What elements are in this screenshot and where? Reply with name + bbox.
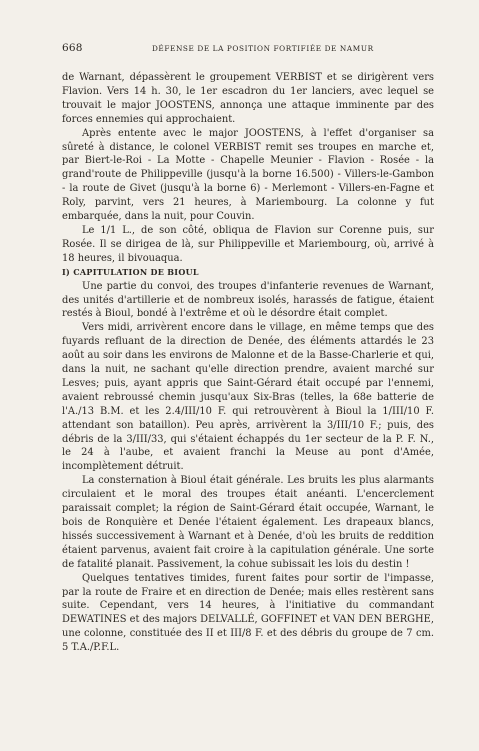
page-number: 668 [62,42,83,54]
paragraph: La consternation à Bioul était générale. Les bruits les plus alarmants circulaient et le moral des troupes était anéanti. L'encerclement paraissait complet; la région de Saint-Gérard était occupée, Warnant, le bois de Ronquière et Denée l'étaient également. Les drapeaux blancs, hissés successivement à Warnant et à Denée, d'où les bruits de reddition étaient parvenus, avaient fait croire à la capitulation générale. Une sorte de fatalité planait. Passivement, la cohue subissait les lois du destin ! [62,475,434,570]
paragraph: Vers midi, arrivèrent encore dans le village, en même temps que des fuyards refluant de la direction de Denée, des éléments attardés le 23 août au soir dans les environs de Malonne et de la Basse-Charlerie et qui, dans la nuit, ne sachant qu'elle direction prendre, avaient marché sur Lesves; puis, ayant appris que Saint-Gérard était occupé par l'ennemi, avaient rebroussé chemin jusqu'aux Six-Bras (telles, la 68e batterie de l'A./13 B.M. et les 2.4/III/10 F. qui retrouvèrent à Bioul la 1/III/10 F. attendant son bataillon). Peu après, arrivèrent la 3/III/10 F.; puis, des débris de la 3/III/33, qui s'étaient échappés du 1er secteur de la P. F. N., le 24 à l'aube, et avaient franchi la Meuse au pont d'Amée, incomplètement détruit. [62,322,434,473]
paragraph: Une partie du convoi, des troupes d'infanterie revenues de Warnant, des unités d'artillerie et de nombreux isolés, harassés de fatigue, étaient restés à Bioul, bondé à l'extrême et où le désordre était complet. [62,280,434,320]
paragraph: Après entente avec le major JOOSTENS, à l'effet d'organiser sa sûreté à distance, le colonel VERBIST remit ses troupes en marche et, par Biert-le-Roi - La Motte - Chapelle Meunier - Flavion - Rosée - la grand'route de Philippeville (jusqu'à la borne 16.500) - Villers-le-Gambon - la route de Givet (jusqu'à la borne 6) - Merlemont - Villers-en-Fagne et Roly, parvint, vers 21 heures, à Mariembourg. La colonne y fut embarquée, dans la nuit, pour Couvin. [62,127,434,223]
body-text [62,71,434,655]
paragraph: Quelques tentatives timides, furent faites pour sortir de l'impasse, par la route de Fraire et en direction de Denée; mais elles restèrent sans suite. Cependant, vers 14 heures, à l'initiative du commandant DEWATINES et des majors DELVALLÉ, GOFFINET et VAN DEN BERGHE, une colonne, constituée des II et III/8 F. et des débris du groupe de 7 cm. 5 T.A./P.F.L. [62,572,434,654]
section-heading: I) CAPITULATION DE BIOUL [62,266,199,277]
paragraph: de Warnant, dépassèrent le groupement VERBIST et se dirigèrent vers Flavion. Vers 14 h. 30, le 1er escadron du 1er lanciers, avec lequel se trouvait le major JOOSTENS, annonça une attaque imminente par des forces ennemies qui approchaient. [62,72,434,125]
running-head: DÉFENSE DE LA POSITION FORTIFIÉE DE NAMUR [151,44,374,53]
page-header [62,42,433,54]
paragraph: Le 1/1 L., de son côté, obliqua de Flavion sur Corenne puis, sur Rosée. Il se dirigea de là, sur Philippeville et Mariembourg, où, arrivé à 18 heures, il bivouaqua. [62,224,434,264]
